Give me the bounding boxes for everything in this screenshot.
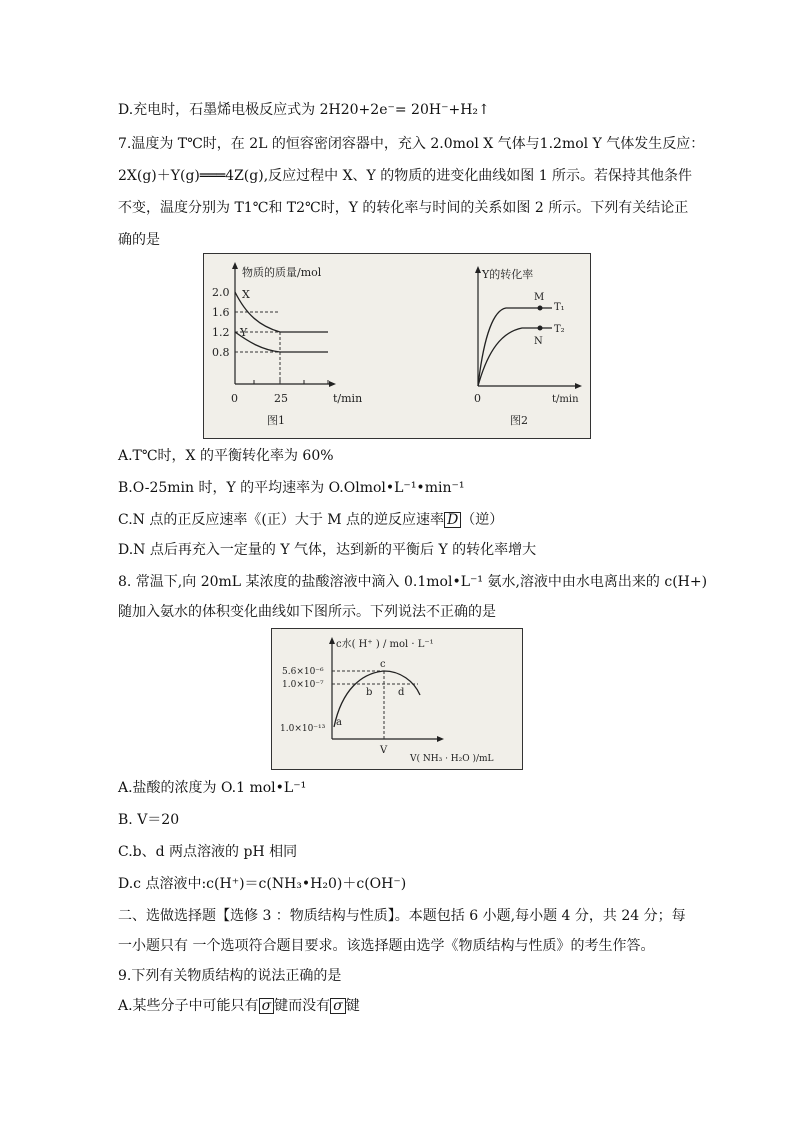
- q9a-boxed-symbol-1: σ: [259, 998, 275, 1014]
- q7c-text-pre: C.N 点的正反应速率《(正）大于 M 点的逆反应速率: [118, 512, 445, 528]
- q7-option-d: D.N 点后再充入一定量的 Y 气体，达到新的平衡后 Y 的转化率增大: [118, 542, 537, 558]
- curve-y: [235, 332, 328, 352]
- fig2-xlabel: t/min: [552, 394, 579, 405]
- fig2-ylabel: Y的转化率: [482, 268, 534, 281]
- fig2-label-n: N: [534, 336, 543, 347]
- option-d-q6: D.充电时，石墨烯电极反应式为 2H20+2e⁻= 20H⁻+H₂↑: [118, 102, 490, 118]
- q8-option-b: B. V＝20: [118, 812, 180, 828]
- q9a-boxed-symbol-2: σ: [330, 998, 346, 1014]
- fig2-label-t1: T₁: [554, 302, 565, 313]
- section-2-header-2: 一小题只有 一个选项符合题目要求。该选择题由选学《物质结构与性质》的考生作答。: [118, 938, 655, 954]
- q7c-boxed-symbol: D: [444, 512, 461, 528]
- q8-stem-1: 8. 常温下,向 20mL 某浓度的盐酸溶液中滴入 0.1mol•L⁻¹ 氨水,溶液中由水电离出来的 c(H+): [118, 574, 708, 590]
- figure-1-2-svg: [204, 254, 590, 438]
- q7-stem-3: 不变，温度分别为 T1℃和 T2℃时，Y 的转化率与时间的关系如图 2 所示。下列有关结论正: [118, 200, 689, 216]
- q9a-text-mid: 键而没有: [274, 998, 331, 1014]
- fig1-ytick-1-2: 1.2: [212, 326, 230, 339]
- q9-option-a: [118, 996, 360, 1016]
- fig3-point-c: c: [380, 659, 386, 670]
- fig1-ylabel: 物质的质量/mol: [242, 266, 322, 279]
- fig3-ytick-5-6e-6: 5.6×10⁻⁶: [282, 667, 324, 677]
- fig3-ytick-1e-7: 1.0×10⁻⁷: [282, 680, 324, 690]
- fig3-v-label: V: [380, 745, 388, 756]
- q9a-text-post: 键: [345, 998, 360, 1014]
- q8-option-a: A.盐酸的浓度为 O.1 mol•L⁻¹: [118, 780, 307, 796]
- fig3-xlabel: V( NH₃ · H₂O )/mL: [410, 754, 494, 764]
- q7-option-c: [118, 510, 503, 530]
- section-2-header-1: 二、选做选择题【选修 3 ：物质结构与性质】。本题包括 6 小题,每小题 4 分，共 24 分；每: [118, 908, 686, 924]
- curve-t1: [478, 308, 552, 386]
- q7-stem-1: 7.温度为 T℃时，在 2L 的恒容密闭容器中，充入 2.0mol X 气体与1.2mol Y 气体发生反应：: [118, 136, 705, 152]
- curve-ch: [334, 671, 420, 727]
- fig3-point-a: a: [336, 717, 342, 728]
- fig2-label-m: M: [534, 292, 545, 303]
- q9a-text-pre: A.某些分子中可能只有: [118, 998, 259, 1014]
- fig1-label-y: Y: [240, 326, 248, 339]
- fig1-ytick-1-6: 1.6: [212, 306, 230, 319]
- fig1-xlabel: t/min: [333, 392, 363, 405]
- figure-1-2-panel: [203, 253, 591, 439]
- q7-option-b: B.O-25min 时，Y 的平均速率为 O.Olmol•L⁻¹•min⁻¹: [118, 480, 465, 496]
- fig2-origin: 0: [474, 392, 481, 405]
- fig2-caption: 图2: [510, 414, 528, 427]
- fig3-ytick-1e-13: 1.0×10⁻¹³: [280, 724, 326, 734]
- q7c-text-post: （逆）: [461, 512, 504, 528]
- fig1-caption: 图1: [267, 414, 285, 427]
- point-m: [538, 306, 543, 311]
- q8-stem-2: 随加入氨水的体积变化曲线如下图所示。下列说法不正确的是: [118, 604, 496, 620]
- fig1-xtick-0: 0: [231, 392, 238, 405]
- q9-stem: 9.下列有关物质结构的说法正确的是: [118, 968, 342, 984]
- fig1-label-x: X: [242, 288, 250, 301]
- fig1-ytick-0-8: 0.8: [212, 346, 230, 359]
- figure-3-panel: [271, 628, 523, 770]
- q8-option-c: C.b、d 两点溶液的 pH 相同: [118, 844, 298, 860]
- fig2-label-t2: T₂: [554, 324, 565, 335]
- q8-option-d: D.c 点溶液中:c(H⁺)＝c(NH₃•H₂0)＋c(OH⁻): [118, 876, 407, 892]
- fig3-ylabel: c水( H⁺ ) / mol · L⁻¹: [336, 639, 434, 650]
- fig3-point-b: b: [366, 687, 373, 698]
- fig1-ytick-2-0: 2.0: [212, 286, 230, 299]
- q7-stem-2: 2X(g)＋Y(g)═══4Z(g),反应过程中 X、Y 的物质的进变化曲线如图 1 所示。若保持其他条件: [118, 168, 693, 184]
- q7-stem-4: 确的是: [118, 232, 160, 248]
- point-n: [538, 326, 543, 331]
- figure-3-svg: [272, 629, 522, 769]
- fig1-xtick-25: 25: [274, 392, 288, 405]
- q7-option-a: A.T℃时，X 的平衡转化率为 60%: [118, 448, 334, 464]
- fig3-point-d: d: [398, 687, 405, 698]
